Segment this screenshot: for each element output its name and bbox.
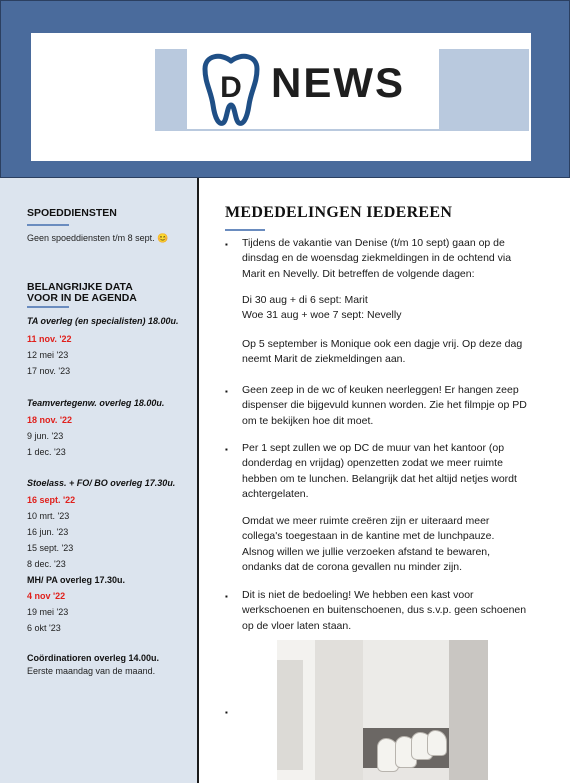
agenda-date-highlight: 4 nov '22	[27, 591, 66, 601]
text-line: Geen zeep in de wc of keuken neerleggen! Er hangen zeep	[242, 384, 519, 396]
agenda-rule	[27, 306, 69, 308]
text-line: Di 30 aug + di 6 sept: Marit	[242, 294, 368, 306]
text-line: dinsdag en de woensdag ziekmeldingen in de ochtend via	[242, 252, 512, 265]
spoed-rule	[27, 224, 69, 226]
coordinators-text: Eerste maandag van de maand.	[27, 666, 156, 676]
title-rule	[225, 229, 265, 231]
cabinet-side	[315, 640, 363, 780]
agenda-date: 6 okt '23	[27, 623, 61, 633]
cabinet-wall	[363, 640, 449, 728]
text-line: op de vloer laten staan.	[242, 619, 352, 632]
agenda-date: 10 mrt. '23	[27, 511, 70, 521]
text-line: Omdat we meer ruimte creëren zijn er uiteraard meer	[242, 515, 490, 527]
agenda-date: 15 sept. '23	[27, 543, 74, 553]
text-line: achtergelaten.	[242, 487, 309, 500]
agenda-date-highlight: 16 sept. '22	[27, 495, 76, 505]
header-panel	[31, 33, 531, 161]
text-line: donderdag en vrijdag) openzetten zodat we meer ruimte	[242, 457, 503, 470]
bullet-icon: ▪	[225, 387, 228, 396]
cabinet-door	[449, 640, 488, 780]
agenda-date: 1 dec. '23	[27, 447, 66, 457]
shoes-photo	[277, 640, 488, 780]
text-line: neemt Marit de ziekmeldingen aan.	[242, 353, 406, 366]
agenda-date: 9 jun. '23	[27, 431, 64, 441]
text-line: Marit en Nevelly. Dit betreffen de volgende dagen:	[242, 267, 475, 280]
agenda-date: 12 mei '23	[27, 350, 69, 360]
text-line: Dit is niet de bedoeling! We hebben een kast voor	[242, 589, 474, 601]
schedule-paragraph	[242, 293, 562, 324]
tooth-icon	[191, 49, 271, 129]
coordinators-title: Coördinatioren overleg 14.00u.	[27, 653, 160, 663]
text-line: om te bekijken hoe dit moet.	[242, 414, 374, 427]
logo-letter: D	[220, 71, 242, 104]
note-paragraph	[242, 514, 562, 575]
agenda-group-title: Teamvertegenw. overleg 18.00u.	[27, 398, 165, 408]
agenda-date: 17 nov. '23	[27, 366, 71, 376]
main-content	[200, 178, 570, 783]
agenda-heading-line-1: BELANGRIJKE DATA	[27, 281, 133, 293]
text-line: Tijdens de vakantie van Denise (t/m 10 sept) gaan op de	[242, 237, 505, 249]
sidebar	[0, 178, 199, 783]
text-line: collega's toegestaan in de kantine met de lunchpauze.	[242, 530, 495, 543]
bullet-icon: ▪	[225, 708, 228, 717]
agenda-date-highlight: 18 nov. '22	[27, 415, 72, 425]
text-line: Op 5 september is Monique ook een dagje vrij. Op deze dag	[242, 338, 523, 350]
text-line: ondanks dat de corona gevallen nu minder zijn.	[242, 560, 463, 573]
agenda-group-title: TA overleg (en specialisten) 18.00u.	[27, 316, 179, 326]
agenda-heading-line-2: VOOR IN DE AGENDA	[27, 292, 137, 304]
agenda-group-title: Stoelass. + FO/ BO overleg 17.30u.	[27, 478, 176, 488]
header-band	[0, 0, 570, 178]
spoed-heading: SPOEDDIENSTEN	[27, 207, 117, 219]
agenda-date-highlight: 11 nov. '22	[27, 334, 72, 344]
agenda-date: 8 dec. '23	[27, 559, 66, 569]
text-line: werkschoenen en buitenschoenen, dus s.v.p. geen schoenen	[242, 604, 527, 617]
text-line: hebben om te lunchen. Belangrijk dat het altijd netjes wordt	[242, 472, 517, 485]
announcement-paragraph	[242, 383, 562, 429]
shoe	[427, 730, 447, 756]
curtain-fold	[277, 660, 303, 770]
text-line: Per 1 sept zullen we op DC de muur van het kantoor (op	[242, 442, 505, 454]
announcement-paragraph	[242, 441, 562, 502]
agenda-date: 19 mei '23	[27, 607, 69, 617]
spoed-text: Geen spoeddiensten t/m 8 sept. 😊	[27, 233, 169, 243]
bullet-icon: ▪	[225, 445, 228, 454]
logo	[187, 49, 439, 129]
note-paragraph	[242, 337, 562, 368]
agenda-group-title: MH/ PA overleg 17.30u.	[27, 575, 126, 585]
bullet-icon: ▪	[225, 240, 228, 249]
text-line: dispenser die bijgevuld kunnen worden. Zie het filmpje op PD	[242, 399, 527, 412]
bullet-icon: ▪	[225, 592, 228, 601]
text-line: Alsnog willen we jullie verzoeken afstand te bewaren,	[242, 545, 491, 558]
announcement-paragraph	[242, 588, 562, 634]
logo-word: NEWS	[271, 59, 405, 106]
page-title: MEDEDELINGEN IEDEREEN	[225, 204, 453, 221]
announcement-paragraph	[242, 236, 562, 282]
text-line: Woe 31 aug + woe 7 sept: Nevelly	[242, 309, 402, 322]
agenda-date: 16 jun. '23	[27, 527, 69, 537]
